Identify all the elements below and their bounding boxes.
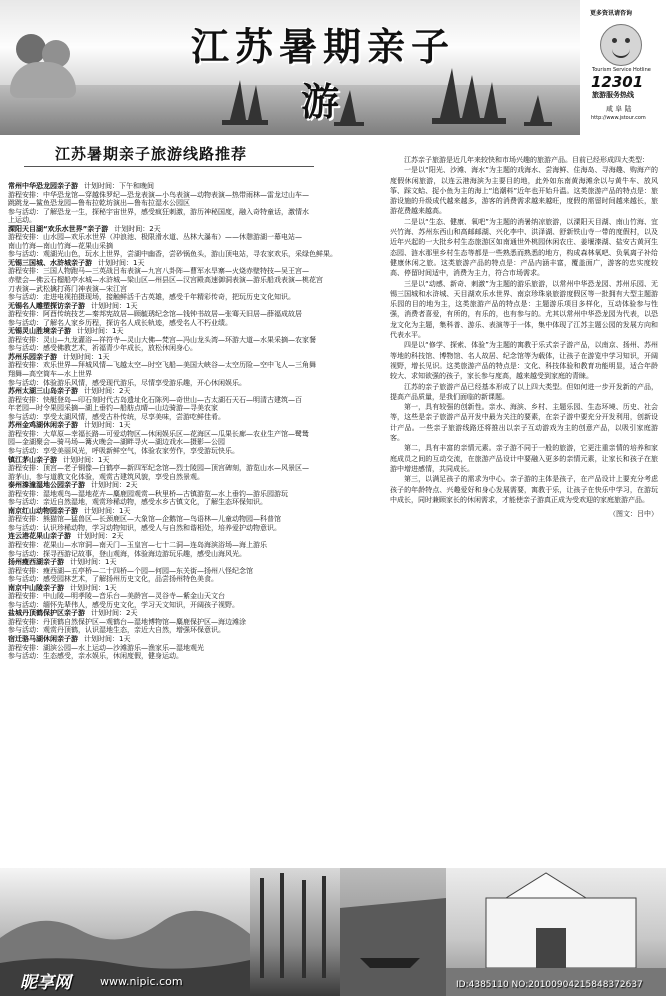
route-detail-line: 游程安排：三国人物跑马—三英战吕布表演—九宫八卦阵—曹军水旱寨—火烧赤壁特技—吴王宫— <box>8 267 309 276</box>
route-detail-line: 游程安排：熊猫馆—猛兽区—长颈鹿区—大象馆—企鹅馆—鸟语林—儿童动物园—科普馆 <box>8 515 281 524</box>
route-title <box>8 532 378 541</box>
route-list <box>8 182 378 854</box>
route-detail-line: 游程安排：瘦西湖—五亭桥—二十四桥—个园—何园—东关街—扬州八怪纪念馆 <box>8 566 253 575</box>
route-detail-line: 南山竹海—南山竹海—花果山采摘 <box>8 241 113 250</box>
route-detail-line: 参与活动：观湖光山色，玩水上世界，尝湖中幽香，尝砂锅鱼头，游山顶电站，寻农家欢乐，采绿色鲜果。 <box>8 250 337 259</box>
route-time: 计划时间：1天 <box>84 506 131 515</box>
route-name: 宿迁骆马湖休闲亲子游 <box>8 634 78 643</box>
route-detail-line: 游程安排：灵山—九龙灌浴—祥符寺—灵山大佛—梵宫—冯山龙头湾—环游大道—水果采摘—农家餐 <box>8 335 316 344</box>
route-detail-line: 游程安排：欢乐世界—拜城风情—飞越太空—时空飞船—美国大峡谷—太空历险—空中飞人—三角舞 <box>8 361 316 370</box>
route-name: 溧阳天目湖“欢乐水世界”亲子游 <box>8 224 109 233</box>
hotline-number: 12301 <box>591 73 644 91</box>
route-title <box>8 481 378 490</box>
route-detail-line: 游程安排：花果山—水帘洞—南天门—玉皇宫—七十二洞—连岛海滨浴场—海上游乐 <box>8 540 267 549</box>
route-detail-line: 参与活动：观赏丹顶鹤，认识湿地生态，亲近大自然，增强环保意识。 <box>8 626 225 635</box>
author-credit: （图文：吕中） <box>609 510 658 519</box>
route-time: 计划时间：1天 <box>98 258 145 267</box>
route-time: 计划时间：1天 <box>77 327 124 336</box>
route-detail-line: 刀表演—武松擒打蒋门神表演—宋江宫 <box>8 284 127 293</box>
route-detail-line: 年老园—时令果园采摘—湖上垂钓—船舫点晴—山边骑游—寻美农家 <box>8 404 218 413</box>
route-title <box>8 327 378 336</box>
route-name: 无锡三国城、水浒城亲子游 <box>8 258 92 267</box>
route-name: 无锡灵山胜境亲子游 <box>8 327 71 336</box>
route-detail-line: 参与活动：感受佛教艺术，祈福青少年成长，放松休闲身心。 <box>8 344 197 353</box>
publisher-name: 咸 阜 陆 <box>606 105 632 113</box>
children-photo <box>8 30 84 102</box>
route-title <box>8 635 378 644</box>
route-name: 苏州太湖三山岛亲子游 <box>8 387 78 396</box>
route-detail-line: 游程安排：阿酉传统技艺—秦邦宪故居—顾毓琇纪念馆—钱钟书故居—张骞天旧居—薛福成故居 <box>8 310 302 319</box>
route-detail-line: 游程安排：湿地观鸟—湿地花卉—麋鹿园观赏—秋里桥—古镇游览—水上垂钓—游乐园游玩 <box>8 489 288 498</box>
route-name: 扬州瘦西湖亲子游 <box>8 558 64 567</box>
route-detail-line: 游程安排：丹顶鹤自然保护区—观鹤台—湿地博物馆—麋鹿保护区—海边滩涂 <box>8 617 246 626</box>
image-id-label: ID:4385110 NO:20100904215848372637 <box>456 980 643 990</box>
route-detail-line: 参与活动：享受美丽风光，呼吸新鲜空气，体验农家劳作，享受游玩快乐。 <box>8 446 239 455</box>
route-detail-line: 参与活动：走进电视拍摄现场，接触鲜活千古英雄，感受千年精彩传奇，把玩历史文化知识。 <box>8 293 295 302</box>
museum-building-photo <box>446 868 666 996</box>
route-detail-line: 参与活动：享受太湖风情，感受古朴传统，尽享美味，尝游吃鲜佳肴。 <box>8 412 225 421</box>
route-detail-line: 上运动。 <box>8 216 36 225</box>
route-detail-line: 参与活动：了解恐龙一生，探秘宇宙世界，感受疯狂刺激，游历神秘国度，融入奇特童话，激情水 <box>8 207 309 216</box>
route-detail-line: 游程安排：大草原—幸福长路—可爱动物区—休闲娱乐区—花海区—瓜果长廊—农业生产馆—鹭鸶 <box>8 429 309 438</box>
article-paragraph: 江苏亲子旅游是近几年来较快和市场兴趣的旅游产品。目前已经形成四大类型： <box>404 156 649 164</box>
route-title <box>8 609 378 618</box>
website-url[interactable]: http://www.jstour.com <box>591 115 646 121</box>
route-name: 南京红山动物园亲子游 <box>8 506 78 515</box>
article-paragraph: 一是以“阳光、沙滩、海水”为主题的戏海水、尝海鲜、住海岛、寻海趣、购海产的度假休闲旅游，以连云港海滨为主要目的地，此外如东南黄海滩余以与黄牛车、放风筝、踩文蛤、捉小鱼为主的海上“追潮料”近年也开始升温。这类旅游产品的特点是：旅游设施的升级成代越来越多，游客的消费需求越来越旺，度假的需留时间越来越长，旅游花费越来越高。 <box>390 166 658 216</box>
route-title <box>8 387 378 396</box>
route-detail-line: 园—金湖聚会—骑马场—篝火晚会—湖畔寻火—湖边戏水—摄影—公园 <box>8 438 225 447</box>
route-detail-line: 参与活动：探寻西游记故事，登山观海，体验海边游玩乐趣，感受山海风光。 <box>8 549 246 558</box>
route-time: 计划时间：下午和晚间 <box>84 182 154 190</box>
route-detail-line: 参与活动：亲近自然湿地，观赏珍稀动物，感受水乡古镇文化，了解生态环保知识。 <box>8 498 267 507</box>
route-detail-line: 参与活动：缅怀先辈伟人，感受历史文化，学习天文知识，开阔孩子视野。 <box>8 600 239 609</box>
route-detail-line: 参与活动：感受园林艺术，了解扬州历史文化，品尝扬州特色美食。 <box>8 575 218 584</box>
boat-photo <box>340 868 446 996</box>
route-name: 无锡名人雕塑探访亲子游 <box>8 301 85 310</box>
route-detail-line: 游程安排：中山陵—明孝陵—音乐台—美龄宫—灵谷寺—紫金山天文台 <box>8 592 225 601</box>
route-detail-line: 参与活动：认识珍稀动物，学习动物知识，感受人与自然和谐相处，培养爱护动物意识。 <box>8 523 281 532</box>
section-subtitle: 江苏暑期亲子旅游线路推荐 <box>55 145 248 163</box>
route-detail-line: 游程安排：顶宫—老子铜像—白鹤亭—新四军纪念馆—烈士陵园—顶宫碑刻，游览山水—风景区— <box>8 464 309 473</box>
route-time: 计划时间：1天 <box>70 583 117 592</box>
header-banner <box>0 0 666 135</box>
route-time: 计划时间：2天 <box>91 609 138 618</box>
route-time: 计划时间：2天 <box>84 387 131 396</box>
route-time: 计划时间：2天 <box>114 224 161 233</box>
route-detail-line: 参与活动：体验游乐风情，感受现代游乐，尽情享受游乐趣，开心休闲娱乐。 <box>8 378 246 387</box>
route-time: 计划时间：1天 <box>91 301 138 310</box>
page-title: 江苏暑期亲子游 <box>190 25 455 124</box>
route-title <box>8 456 378 465</box>
route-time: 计划时间：1天 <box>70 558 117 567</box>
route-title <box>8 225 378 234</box>
route-detail-line: 跳跳龙—鲨鱼恐龙园—鲁布拉乾坊演出—鲁布拉湿水公园区 <box>8 199 190 208</box>
route-name: 苏州乐园亲子游 <box>8 352 57 361</box>
route-title <box>8 182 378 191</box>
route-name: 苏州金鸡湖休闲亲子游 <box>8 421 78 430</box>
watermark-logo: 昵享网 <box>20 973 71 993</box>
route-time: 计划时间：2天 <box>91 481 138 490</box>
route-time: 计划时间：1天 <box>84 634 131 643</box>
article-paragraph: 第二，具有丰富的亲情元素。亲子游不同于一般的旅游，它更注重亲情的培养和家庭成员之间的互动交流，在旅游产品设计中要融入更多的亲情元素，让家长和孩子在旅游中增进感情，共同成长。 <box>390 444 658 473</box>
route-title <box>8 421 378 430</box>
route-detail-line: 游茅山，参与道教文化体验，观赏古建筑风貌，享受自然景观。 <box>8 472 204 481</box>
route-title <box>8 584 378 593</box>
route-name: 镇江茅山亲子游 <box>8 455 57 464</box>
route-detail-line: 游程安排：湖滨公园—水上运动—沙滩游乐—渔家乐—湿地观光 <box>8 643 204 652</box>
route-detail-line: 游程安排：山水园—欢乐水世界（冲浪池、极限滑水道、丛林大瀑布）——休憩游湖一幕电站— <box>8 233 302 242</box>
route-name: 泰州溱潼湿地公园亲子游 <box>8 481 85 490</box>
route-detail-line: 游程安排：快艇登岛—印石刻时代古岛遗址化石陈列—奇世山—古太湖石天石—明清古建筑—百 <box>8 395 302 404</box>
hotline-english-label: Tourism Service Hotline <box>592 67 651 73</box>
route-name: 盐城丹顶鹤保护区亲子游 <box>8 609 85 618</box>
route-detail-line: 游程安排：中华恐龙馆—穿越侏罗纪—恐龙表演—小鸟表演—动物表演—热带雨林—雷龙过山车— <box>8 190 309 199</box>
article-paragraph: 二是以“生态、健康、氧吧”为主题的消暑纳凉旅游，以溧阳天目湖、南山竹海、宜兴竹海、苏州东西山和高邮邮湖、兴化李中、洪泽湖、舒新铁山寺一带的度假村，以及近年兴起的一大批乡村生态旅游区如南通世外桃园休闲农庄、姜堰溱湖、盐安古黄河生态园、涟水那里乡村生态等都是一些熟悉而熟悉的地方，构成森林氧吧、负氧离子补给健康休闲之旅。这类旅游产品的特点是：产品内涵丰富，覆盖面广，游客的忠实度较高、停留时间适中，消费为主力，符合市场需求。 <box>390 217 658 278</box>
route-time: 计划时间：1天 <box>84 421 131 430</box>
route-name: 常州中华恐龙园亲子游 <box>8 182 78 190</box>
route-time: 计划时间：1天 <box>63 352 110 361</box>
route-detail-line: 翔舞—高空筒车—水上世界 <box>8 370 92 379</box>
route-time: 计划时间：1天 <box>63 455 110 464</box>
route-name: 南京中山陵亲子游 <box>8 583 64 592</box>
forest-path-photo <box>250 868 340 996</box>
hotline-chinese-label: 旅游服务热线 <box>592 91 634 99</box>
watermark-url: www.nipic.com <box>100 975 183 988</box>
route-time: 计划时间：2天 <box>77 532 124 541</box>
route-title <box>8 302 378 311</box>
article-paragraph: 第一，具有较强的创新性。亲水、海滨、乡村、主题乐园、生态环境、历史、社会等，这些是亲子旅游产品开发中最为关注的要素，在亲子游中要充分开发利用，创新设计产品。一些亲子旅游线路还将推出以亲子互动游戏为主的创意产品，以吸引家庭游客。 <box>390 403 658 443</box>
article-paragraph: 江苏的亲子旅游产品已经基本形成了以上四大类型。但如何进一步开发新的产品，提高产品质量，是我们面临的新课题。 <box>390 382 658 401</box>
subtitle-divider <box>24 166 314 167</box>
route-detail-line: 参与活动：了解名人家乡历程，探访名人成长轨迹，感受名人不朽业绩。 <box>8 318 232 327</box>
article-paragraph: 第三，以满足孩子的需求为中心。亲子游的主体是孩子，在产品设计上要充分考虑孩子的年龄特点、兴趣爱好和身心发展需要，寓教于乐，让孩子在快乐中学习，在游玩中成长，同时兼顾家长的休闲需求，才能使亲子游真正成为受欢迎的家庭旅游产品。 <box>390 475 658 504</box>
route-detail-line: 参与活动：生态感受，亲水娱乐，休闲度假，健身运动。 <box>8 652 183 661</box>
route-title <box>8 558 378 567</box>
more-info-label: 更多资讯请咨询 <box>590 10 633 17</box>
article-paragraph: 四是以“修学、探索、体验”为主题的寓教于乐式亲子游产品，以南京、扬州、苏州等地的科技馆、博物馆、名人故居、纪念馆等为载体，让孩子在游览中学习知识，开阔视野，增长见识。这类旅游产品的特点是：文化、科技体验和教育功能明显，适合年龄较大、求知欲强的孩子，家长参与度高，越来越受到家庭的青睐。 <box>390 341 658 381</box>
article-paragraph: 三是以“动感、新奇、刺激”为主题的游乐旅游，以常州中华恐龙园、苏州乐园、无锡三国城和水浒城、天目湖欢乐水世界、南京珍珠泉旅游度假区等一批拥有大型主题游乐园的目的地为主，这类旅游产品的特点是：主题游乐项目多样化，互动体验参与性强，消费者喜爱，有所的，有乐的，也有参与的。尤其以常州中华恐龙园为代表，以恐龙文化为主题，集科普、游乐、表演等于一体，集中体现了江苏主题公园的发展方向和代表水平。 <box>390 279 658 340</box>
article-body <box>390 155 658 860</box>
smiley-logo-icon <box>600 24 642 66</box>
route-name: 连云港花果山亲子游 <box>8 532 71 541</box>
route-detail-line: 赤壁会—佛云石榴船亭水城—水浒城—梁山区—州县区—汉宫殿高速御洞表演—游乐船戏表演—桃花宫 <box>8 276 323 285</box>
